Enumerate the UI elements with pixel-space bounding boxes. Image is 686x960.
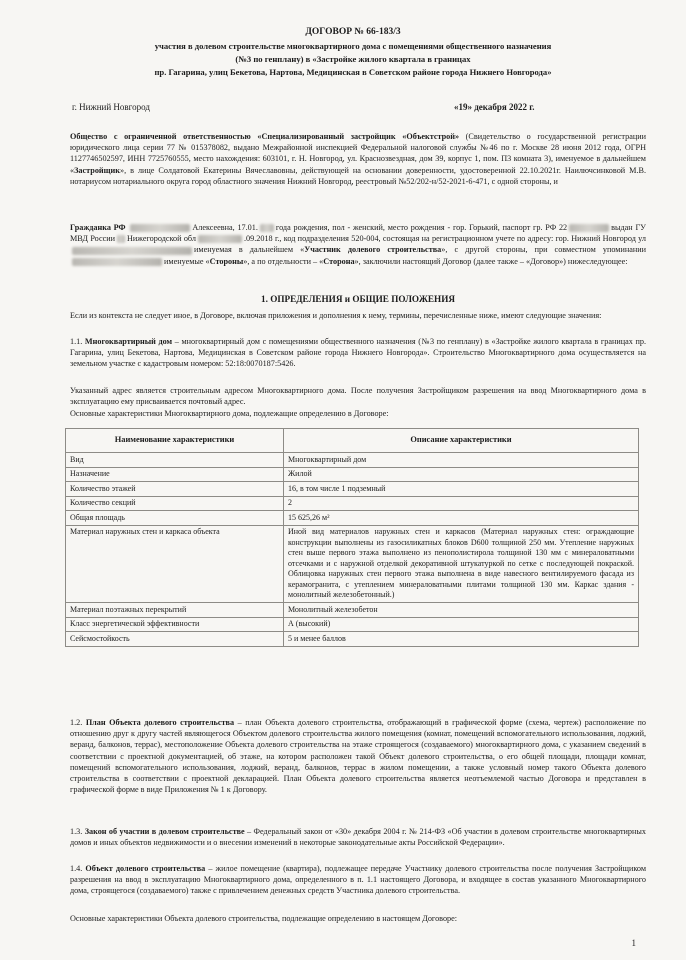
clause-number: 1.2. (70, 718, 86, 727)
citizen-text-3: выдан ГУ МВД России (70, 223, 646, 244)
clause-1-1 (70, 336, 646, 370)
characteristics-intro: Основные характеристики Многоквартирного дома, подлежащие определению в Договоре: (70, 409, 389, 418)
address-note: Указанный адрес является строительным адресом Многоквартирного дома. После получения Застройщиком разрешения на ввод Многоквартирного дома в эксплуатацию ему присваивается почтовый адрес. (70, 386, 646, 407)
intro-paragraph (70, 131, 646, 187)
row-description: 16, в том числе 1 подземный (284, 482, 639, 497)
clause-1-3 (70, 826, 646, 848)
citizen-text-8: именуемые « (164, 256, 210, 266)
row-name: Класс энергетической эффективности (66, 617, 284, 632)
building-characteristics-table (65, 428, 639, 647)
citizen-text-1: Алексеевна, 17.01. (192, 223, 258, 232)
clause-term: Закон об участии в долевом строительстве (84, 827, 245, 836)
page-number: 1 (631, 938, 636, 948)
citizen-label: Гражданка РФ (70, 223, 126, 232)
contract-subtitle-line-1: участия в долевом строительстве многоквартирного дома с помещениями общественного назначения (154, 41, 552, 51)
intro-text: (Свидетельство о государственной регистрации юридического лица серии 77 № 015378082, выдано Межрайонной инспекцией Федеральной налоговой службы №46 по г. Москве 28 июня 2012 года, ОГРН 1127746502597, ИНН 7725760555, место нахождения: 603101, г. Н. Новгород, ул. Краснозвездная, дом 39, корпус 1, пом. П3 комната 3), именуемое в дальнейшем « (70, 132, 646, 175)
table-row (66, 617, 639, 632)
row-description: 2 (284, 496, 639, 511)
table-row (66, 525, 639, 603)
developer-term: Застройщик (74, 165, 120, 175)
clause-term: План Объекта долевого строительства (85, 718, 235, 727)
object-characteristics-intro: Основные характеристики Объекта долевого строительства, подлежащие определению в настоящем Договоре: (70, 914, 458, 923)
row-description: 15 625,26 м² (284, 511, 639, 526)
developer-name: Общество с ограниченной ответственностью «Специализированный застройщик «Объектстрой» (70, 132, 460, 141)
table-row (66, 482, 639, 497)
redacted-passport (569, 224, 609, 232)
clause-term: Многоквартирный дом (84, 337, 173, 346)
redacted-text (72, 258, 162, 266)
row-description: Многоквартирный дом (284, 453, 639, 468)
column-header-name: Наименование характеристики (66, 429, 284, 453)
row-name: Материал наружных стен и каркаса объекта (66, 525, 284, 603)
clause-number: 1.3. (70, 827, 85, 836)
sides-term: Стороны (209, 256, 244, 266)
clause-1-2 (70, 717, 646, 795)
participant-term: Участник долевого строительства (304, 245, 442, 255)
clause-text: – многоквартирный дом с помещениями общественного назначения (№3 по генплану) в «Застройке жилого квартала в границах пр. Гагарина, улиц Бекетова, Нартова, Медицинская в Советском районе города Нижнего Новгорода». Строительство Многоквартирного дома осуществляется на земельном участке с кадастровым номером: 52:18:0070187:5426. (70, 337, 646, 369)
redacted-birth-year (260, 224, 274, 232)
column-header-description: Описание характеристики (284, 429, 639, 453)
redacted-name (130, 224, 190, 232)
citizen-text-9: », а по отдельности – « (243, 256, 324, 266)
clause-text: – план Объекта долевого строительства, отображающий в графической форме (схема, чертеж) расположение по отношению друг к другу частей являющегося Объектом долевого строительства жилого помещения (комнат, помещений вспомогательного использования, лоджий, веранд, балконов, террас), местоположение Объекта долевого строительства на этаже строящегося (создаваемого) многоквартирного дома, с указанием сведений в соответствии с проектной документацией, об этаже, на котором расположен такой Объект долевого строительства, о его общей площади, площади комнат, помещений вспомогательного использования, лоджий, веранд, балконов, террас в жилом помещении, а также условный номер такого Объекта долевого строительства в соответствии с проектной декларацией. План Объекта долевого строительства является неотъемлемой частью Договора и представлен в графической форме в виде Приложения № 1 к Договору. (70, 718, 647, 795)
row-name: Количество секций (66, 496, 284, 511)
citizen-text-10: », заключили настоящий Договор (далее также – «Договор») нижеследующее: (354, 256, 628, 266)
row-description: Иной вид материалов наружных стен и каркасов (Материал наружных стен: ограждающие конструкции выполнены из газосиликатных блоков D600 толщиной 250 мм. Утепление наружных стен выше первого этажа выполнено из пенополистирола толщиной 130 мм с минераловатными отсечками и с наружной отделкой декоративной штукатуркой по сетке с последующей покраской. Облицовка наружных стен первого этажа выполнена в виде навесного вентилируемого фасада из керамогранита, с утеплением минераловатными плитами толщиной 130 мм. Каркас здания - монолитный железобетонный.) (284, 525, 639, 603)
citizen-text-6: именуемая в дальнейшем « (194, 245, 305, 255)
row-name: Количество этажей (66, 482, 284, 497)
redacted-region (117, 235, 125, 243)
citizen-text-5: .09.2018 г., код подразделения 520-004, состоящая на регистрационном учете по адресу: гор. Нижний Новгород ул (243, 234, 647, 244)
row-description: Монолитный железобетон (284, 603, 639, 618)
table-row (66, 496, 639, 511)
redacted-issue-date (198, 235, 242, 243)
row-description: А (высокий) (284, 617, 639, 632)
clause-term: Объект долевого строительства (85, 864, 206, 873)
section-1-heading: 1. ОПРЕДЕЛЕНИЯ и ОБЩИЕ ПОЛОЖЕНИЯ (261, 294, 455, 304)
clause-text: – Федеральный закон от «30» декабря 2004 г. № 214-ФЗ «Об участии в долевом строительстве многоквартирных домов и иных объектов недвижимости и о внесении изменений в некоторые законодательные акты Российской Федерации». (70, 827, 647, 848)
table-row (66, 632, 639, 647)
row-description: Жилой (284, 467, 639, 482)
contract-date: «19» декабря 2022 г. (454, 102, 535, 112)
row-name: Вид (66, 453, 284, 468)
row-name: Сейсмостойкость (66, 632, 284, 647)
citizen-text-2: года рождения, пол - женский, место рождения - гор. Горький, паспорт гр. РФ 22 (275, 223, 568, 232)
clause-text: – жилое помещение (квартира), подлежащее передаче Участнику долевого строительства после получения Застройщиком разрешения на ввод в эксплуатацию Многоквартирного дома, определенного в п. 1.1 настоящего Договора, и входящее в состав указанного Многоквартирного дома, строящегося (создаваемого) также с привлечением денежных средств Участника долевого строительства. (70, 864, 647, 896)
intro-text-2: », в лице Солдатовой Екатерины Вячеславовны, действующей на основании доверенности, удостоверенной 22.10.2021г. Наилючсинковой М.В. нотариусом нотариального округа город областного значения Нижний Новгород, реестровый №52/202-н/52-2021-6-471, с одной стороны, и (70, 165, 646, 186)
table-row (66, 511, 639, 526)
row-description: 5 и менее баллов (284, 632, 639, 647)
contract-subtitle-line-3: пр. Гагарина, улиц Бекетова, Нартова, Медицинская в Советском районе города Нижнего Новгорода» (154, 67, 552, 77)
clause-1-4 (70, 863, 646, 897)
row-name: Назначение (66, 467, 284, 482)
contract-place: г. Нижний Новгород (72, 102, 150, 112)
citizen-text-7: », с другой стороны, при совместном упоминании (441, 245, 646, 255)
contract-subtitle-line-2: (№3 по генплану) в «Застройке жилого квартала в границах (235, 54, 471, 64)
row-name: Материал поэтажных перекрытий (66, 603, 284, 618)
row-name: Общая площадь (66, 511, 284, 526)
side-term: Сторона (323, 256, 355, 266)
table-row (66, 603, 639, 618)
clause-number: 1.1. (70, 337, 85, 346)
redacted-address (72, 247, 192, 255)
contract-title: ДОГОВОР № 66-183/3 (305, 27, 401, 37)
citizen-text-4: Нижегородской обл (127, 234, 196, 244)
table-row (66, 453, 639, 468)
table-row (66, 467, 639, 482)
clause-number: 1.4. (70, 864, 86, 873)
participant-paragraph (70, 222, 646, 267)
table-header-row (66, 429, 639, 453)
definitions-intro: Если из контекста не следует иное, в Договоре, включая приложения и дополнения к нему, термины, перечисленные ниже, имеют следующие значения: (70, 311, 602, 320)
